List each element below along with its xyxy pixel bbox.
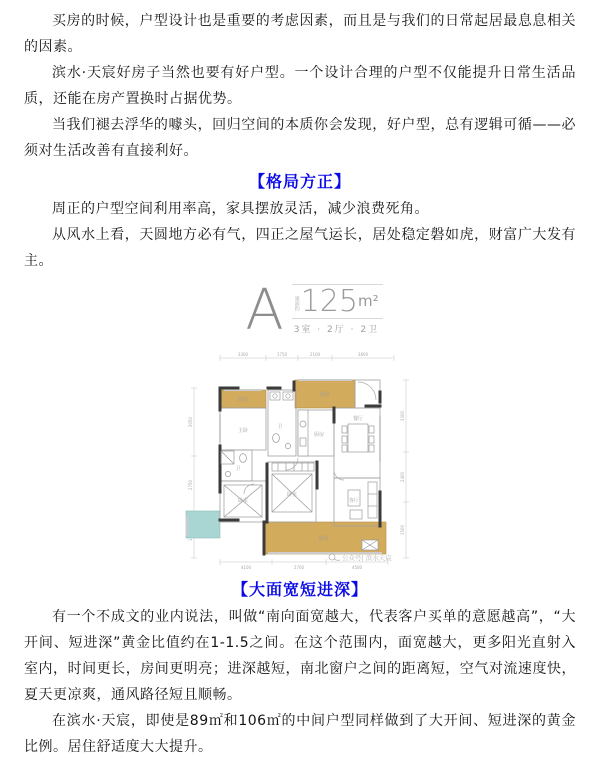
room-label-dining: 餐厅: [352, 416, 364, 422]
dim-right-2: 2400: [400, 471, 405, 483]
unit-rooms-line: 3室 · 2厅 · 2卫: [293, 325, 380, 335]
floorplan-figure: [176, 278, 424, 572]
sofa: [368, 482, 377, 518]
dim-bottom-3: 4500: [351, 565, 363, 570]
dim-top-2: 1750: [276, 352, 288, 357]
paragraph-layout-1: 周正的户型空间利用率高，家具摆放灵活，减少浪费死角。: [52, 201, 429, 217]
armchair: [350, 510, 362, 519]
dim-top-1: 3300: [237, 352, 249, 357]
dim-bottom-1: 4100: [240, 565, 252, 570]
room-label-bath2: 卫: [277, 424, 283, 430]
dim-left-1: 3050: [188, 416, 193, 428]
unit-letter: A: [245, 278, 284, 343]
room-label-bedroom-mid: 卧室: [286, 492, 298, 498]
dim-right-3: 1500: [400, 524, 405, 536]
dining-table: [348, 424, 368, 452]
unit-area-prefix: 建面约: [293, 296, 300, 311]
paragraph-widthdepth-2: 在滨水·天宸，即使是89㎡和106㎡的中间户型同样做到了大开间、短进深的黄金比例。居住舒适度大大提升。: [24, 713, 576, 755]
snail-logo-icon-tail: [334, 559, 340, 560]
dim-right-1: 3300: [400, 410, 405, 422]
room-label-balcony-top: 阳台: [319, 392, 331, 398]
paragraph-layout-2: 从风水上看，天圆地方必有气，四正之屋气运长，居处稳定磐如虎，财富广大发有主。: [24, 227, 576, 269]
unit-area-row: [292, 284, 383, 319]
dim-bottom-2: 2700: [293, 565, 305, 570]
room-label-balcony-bottom: 阳台: [318, 536, 330, 542]
bay-window-area: [186, 511, 220, 538]
dim-left-2: 2750: [188, 479, 193, 491]
room-label-bath1: 卫: [235, 466, 241, 472]
room-label-kitchen: 厨房: [313, 432, 325, 438]
dim-top-3: 2100: [309, 352, 321, 357]
section-heading-width-depth: 【大面宽短进深】: [231, 580, 368, 599]
paragraph-widthdepth-1: 有一个不成文的业内说法，叫做“南向面宽越大，代表客户买单的意愿越高”，“大开间、短进深”黄金比值约在1-1.5之间。在这个范围内，面宽越大，更多阳光直射入室内，时间更长，房间更明亮；进深越短，南北窗户之间的距离短，空气对流速度快，夏天更凉爽，通风路径短且顺畅。: [24, 609, 576, 703]
unit-area-unit: m²: [357, 292, 379, 310]
room-label-master: 主卧: [237, 428, 249, 434]
room-label-living: 客厅: [348, 498, 360, 504]
paragraph-intro-3: 当我们褪去浮华的噱头，回归空间的本质你会发现，好户型，总有逻辑可循——必须对生活改善有直接利好。: [24, 117, 576, 159]
paragraph-intro-1: 买房的时候，户型设计也是重要的考虑因素，而且是与我们的日常起居最息息相关的因素。: [24, 13, 576, 55]
watermark-text: 公众号| 滨水天宸: [342, 554, 392, 562]
room-label-balcony-tl: 阳台: [237, 397, 249, 403]
unit-area-value: 125: [300, 284, 358, 319]
dim-top-4: 3600: [357, 352, 369, 357]
unit-info: [292, 282, 383, 335]
paragraph-intro-2: 滨水·天宸好房子当然也要有好户型。一个设计合理的户型不仅能提升日常生活品质，还能在房产置换时占据优势。: [24, 65, 576, 107]
section-heading-layout: 【格局方正】: [248, 172, 351, 191]
kitchen-counter: [298, 410, 308, 456]
floorplan-header: [204, 278, 424, 344]
room-label-bedroom-left: 卧室: [237, 498, 249, 504]
watermark: [329, 553, 392, 562]
floorplan-drawing: [180, 344, 420, 572]
